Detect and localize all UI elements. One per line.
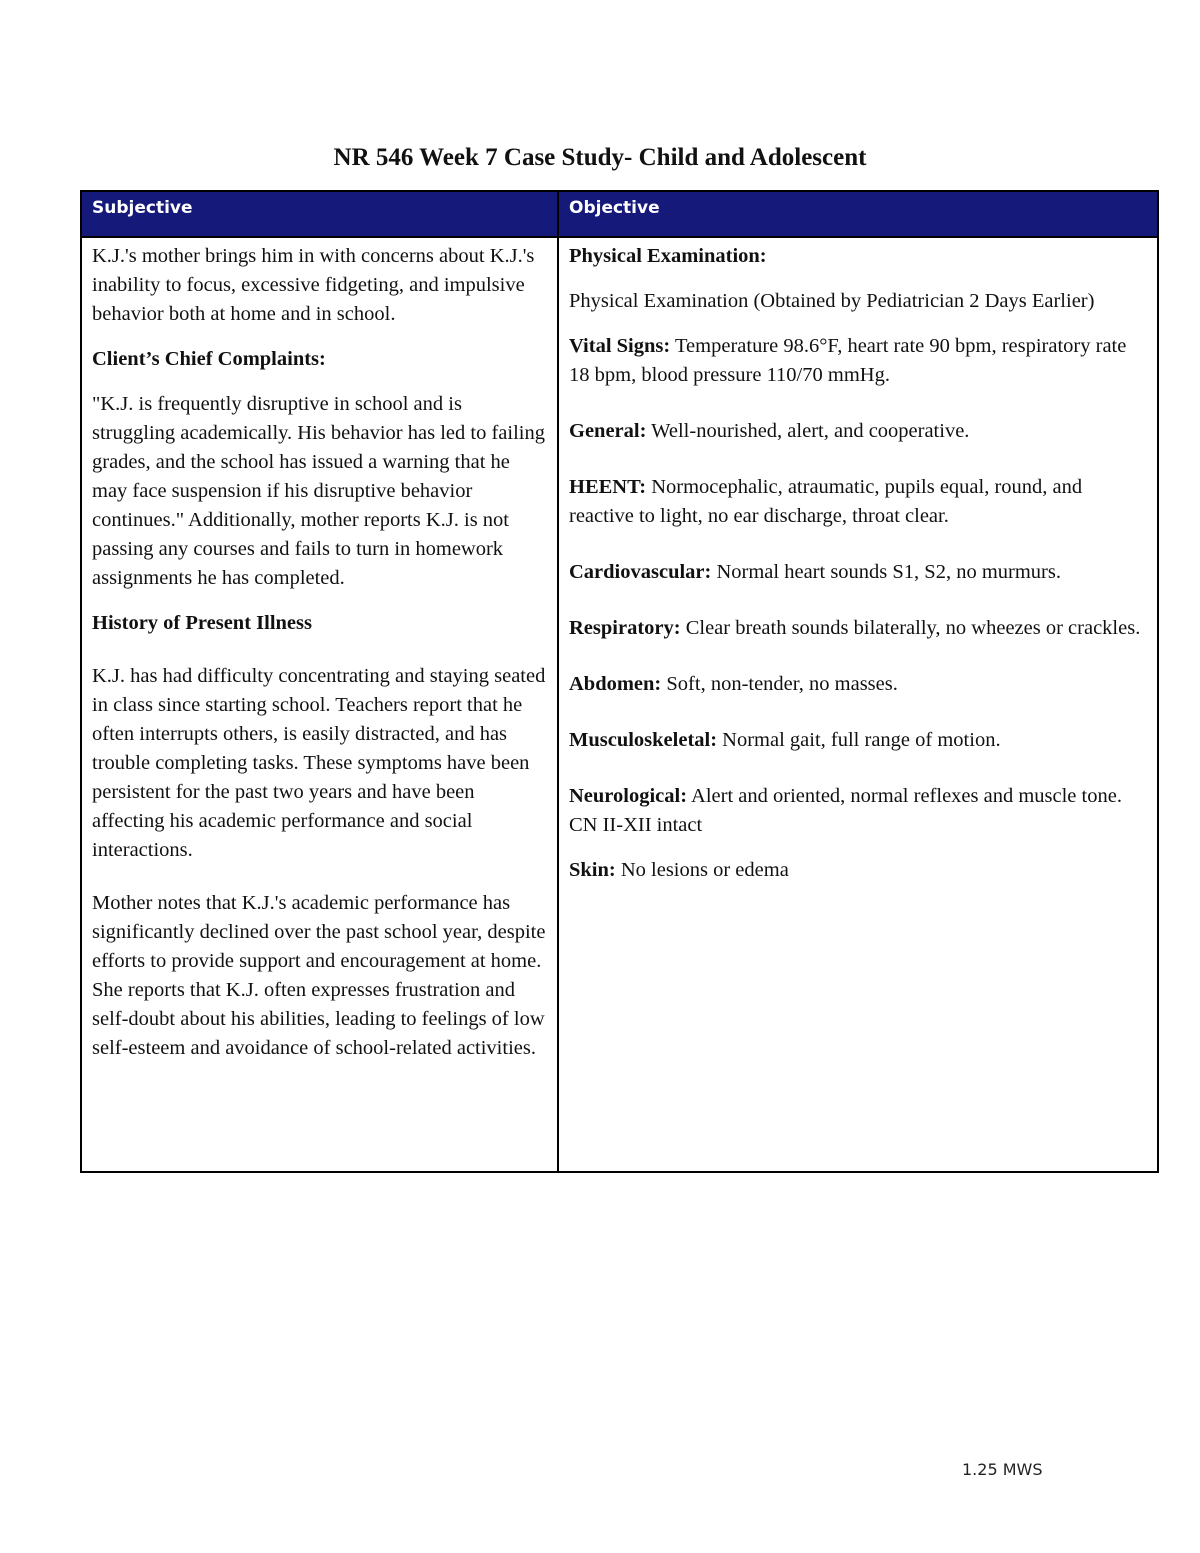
finding-text: No lesions or edema (615, 859, 789, 881)
finding-musculoskeletal (569, 726, 1147, 755)
finding-skin (569, 856, 1147, 885)
finding-text: Normocephalic, atraumatic, pupils equal, round, and reactive to light, no ear discharge, throat clear. (569, 476, 1083, 527)
table-body-row (82, 238, 1157, 1171)
finding-label: General: (569, 420, 647, 442)
hpi-paragraph-2: Mother notes that K.J.'s academic performance has significantly declined over the past school year, despite efforts to provide support and encouragement at home. She reports that K.J. often expresses frustration and self-doubt about his abilities, leading to feelings of low self-esteem and avoidance of school-related activities. (92, 892, 546, 1059)
finding-text: Normal gait, full range of motion. (717, 729, 1001, 751)
chief-complaints-text: "K.J. is frequently disruptive in school and is struggling academically. His behavior has led to failing grades, and the school has issued a warning that he may face suspension if his disruptive behavior continues." Additionally, mother reports K.J. is not passing any courses and fails to turn in homework assignments he has completed. (92, 393, 545, 589)
finding-text: Alert and oriented, normal reflexes and muscle tone. CN II-XII intact (569, 785, 1122, 836)
finding-label: Cardiovascular: (569, 561, 712, 583)
finding-text: Temperature 98.6°F, heart rate 90 bpm, respiratory rate 18 bpm, blood pressure 110/70 mmHg. (569, 335, 1127, 386)
finding-label: Vital Signs: (569, 335, 671, 357)
subjective-header: Subjective (82, 192, 559, 236)
finding-label: Abdomen: (569, 673, 662, 695)
hpi-paragraph-1: K.J. has had difficulty concentrating and staying seated in class since starting school. Teachers report that he often interrupts others, is easily distracted, and has trouble completing tasks. These symptoms have been persistent for the past two years and have been affecting his academic performance and social interactions. (92, 665, 546, 861)
finding-respiratory (569, 614, 1147, 643)
objective-cell (559, 238, 1157, 1171)
case-study-table (80, 190, 1159, 1173)
finding-cardiovascular (569, 558, 1147, 587)
finding-neurological (569, 782, 1147, 840)
finding-text: Clear breath sounds bilaterally, no wheezes or crackles. (680, 617, 1141, 639)
chief-complaints-heading: Client’s Chief Complaints: (92, 348, 326, 370)
finding-abdomen (569, 670, 1147, 699)
finding-label: Musculoskeletal: (569, 729, 718, 751)
physical-exam-note: Physical Examination (Obtained by Pediatrician 2 Days Earlier) (569, 290, 1095, 312)
finding-text: Normal heart sounds S1, S2, no murmurs. (711, 561, 1061, 583)
finding-text: Well-nourished, alert, and cooperative. (646, 420, 970, 442)
page-title: NR 546 Week 7 Case Study- Child and Adolescent (333, 144, 867, 171)
finding-text: Soft, non-tender, no masses. (661, 673, 898, 695)
finding-label: Neurological: (569, 785, 688, 807)
finding-heent (569, 473, 1147, 531)
objective-header: Objective (569, 198, 660, 218)
physical-exam-heading: Physical Examination: (569, 245, 767, 267)
footer-version-mark: 1.25 MWS (962, 1460, 1043, 1479)
finding-label: Skin: (569, 859, 616, 881)
finding-vital-signs (569, 332, 1147, 390)
finding-label: HEENT: (569, 476, 647, 498)
finding-general (569, 417, 1147, 446)
subjective-cell (82, 238, 559, 1171)
table-header-row (82, 192, 1157, 238)
subjective-intro: K.J.'s mother brings him in with concerns about K.J.'s inability to focus, excessive fidgeting, and impulsive behavior both at home and in school. (92, 245, 535, 325)
hpi-heading: History of Present Illness (92, 612, 312, 634)
finding-label: Respiratory: (569, 617, 681, 639)
